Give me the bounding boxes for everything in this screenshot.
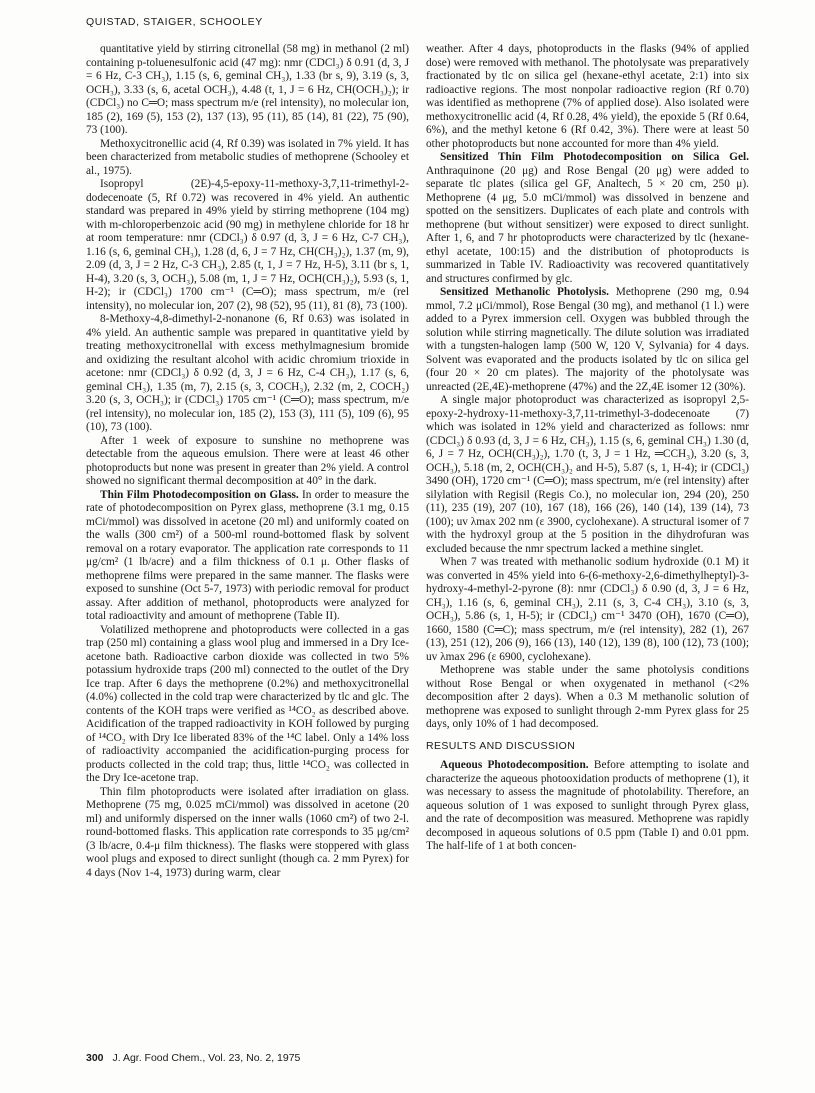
- paragraph-text: weather. After 4 days, photoproducts in the flasks (94% of applied dose) were removed with methanol. The photolysate was preparatively fractionated by tlc on silica gel (hexane-ethyl acetate, 2:1) into six radioactive regions. The most nonpolar radioactive region (Rf 0.70) was identified as methoprene (7% of applied dose). Also isolated were methoxycitronellic acid (4, Rf 0.28, 4% yield), the epoxide 5 (Rf 0.64, 6%), and the methyl ketone 6 (Rf 0.42, 3%). There were at least 50 other photoproducts but none accounted for more than 4% yield.: [426, 43, 749, 150]
- paragraph-run-in-heading: Aqueous Photodecomposition.: [440, 759, 589, 771]
- paragraph: [86, 138, 409, 179]
- paragraph-text: Anthraquinone (20 μg) and Rose Bengal (20 μg) were added to separate tlc plates (silica gel GF, Analtech, 5 × 20 cm, 250 μ). Methoprene (4 μg, 5.0 mCi/mmol) was dissolved in benzene and spotted on the sensitizers. Duplicates of each plate and controls with methoprene (but without sensitizer) were exposed to direct sunlight. After 1, 6, and 7 hr photoproducts were characterized by tlc (hexane-ethyl acetate, 100:15) and the distribution of photoproducts is summarized in Table IV. Radioactivity was recovered quantitatively and structures confirmed by glc.: [426, 164, 749, 285]
- paragraph: [426, 43, 749, 151]
- paragraph-text: Methoprene was stable under the same photolysis conditions without Rose Bengal or when oxygenated in methanol (<2% decomposition after 2 days). When a 0.3 M methanolic solution of methoprene was exposed to sunlight through 2-mm Pyrex glass for 25 days, only 10% of 1 had decomposed.: [426, 664, 749, 730]
- page-number: 300: [86, 1052, 104, 1064]
- paragraph-run-in-heading: Thin Film Photodecomposition on Glass.: [100, 488, 299, 501]
- paragraph: [426, 394, 749, 556]
- paragraph-text: A single major photoproduct was characterized as isopropyl 2,5-epoxy-2-hydroxy-11-methoxy-3,7,11-trimethyl-3-dodecenoate (7) which was isolated in 12% yield and characterized as follows: nmr (CDCl₃) δ 0.93 (d, 3, J = 6 Hz, CH₃), 1.15 (s, 6, geminal CH₃) 1.30 (d, 6, J = 7 Hz, OCH(CH₃)₂), 1.70 (t, 3, J = 1 Hz, ═CCH₃), 3.20 (s, 3, OCH₃), 5.18 (m, 2, OCH(CH₃)₂ and H-5), 5.87 (s, 1, H-4); ir (CDCl₃) 3490 (OH), 1720 cm⁻¹ (C═O); mass spectrum, m/e (rel intensity) after silylation with Regisil (Regis Co.), no molecular ion, 294 (20), 250 (11), 235 (19), 207 (10), 167 (18), 166 (26), 140 (14), 139 (14), 73 (100); uv λmax 202 nm (ε 3900, cyclohexane). A structural isomer of 7 with the hydroxyl group at the 5 position in the dihydrofuran was excluded because the nmr spectrum lacked a methine singlet.: [426, 394, 749, 555]
- paragraph-text: Volatilized methoprene and photoproducts were collected in a gas trap (250 ml) containing a glass wool plug and immersed in a Dry Ice-acetone bath. Radioactive carbon dioxide was collected in two 5% potassium hydroxide traps (200 ml) connected to the outlet of the Dry Ice trap. After 6 days the methoprene (0.2%) and methoxycitronellal (4.0%) collected in the cold trap were characterized by tlc and glc. The contents of the KOH traps were verified as ¹⁴CO₂ as described above. Acidification of the trapped radioactivity in KOH followed by purging of ¹⁴CO₂ with Dry Ice liberated 83% of the ¹⁴C label. Only a 14% loss of radioactivity accompanied the acidification-purging process for products collected in the cold trap; thus, little ¹⁴CO₂ was collected in the Dry Ice-acetone trap.: [86, 623, 409, 784]
- page-footer: [86, 1052, 300, 1064]
- paragraph: [86, 624, 409, 786]
- paragraph-text: In order to measure the rate of photodecomposition on Pyrex glass, methoprene (3.1 mg, 0.15 mCi/mmol) was dissolved in acetone (20 ml) and uniformly coated on the walls (300 cm²) of a 500-ml round-bottomed flask by solvent removal on a rotary evaporator. The application rate corresponds to 11 μg/cm² (1 lb/acre) and a film thickness of 0.1 μ. Other flasks of methoprene films were prepared in the same manner. The flasks were exposed to sunshine (Oct 5-7, 1973) with periodic removal for product assay. After addition of methanol, photoproducts were analyzed for total radioactivity and amount of methoprene (Table II).: [86, 488, 409, 622]
- paragraph: [86, 489, 409, 624]
- paragraph: [426, 759, 749, 854]
- section-heading: RESULTS AND DISCUSSION: [426, 739, 576, 752]
- paragraph: [426, 664, 749, 732]
- paragraph-text: Thin film photoproducts were isolated after irradiation on glass. Methoprene (75 mg, 0.025 mCi/mmol) was dissolved in acetone (20 ml) and uniformly dispersed on the inner walls (1060 cm²) of two 2-l. round-bottomed flasks. This application rate corresponds to 35 μg/cm² (3 lb/acre, 0.4-μ film thickness). The flasks were stoppered with glass wool plugs and exposed to direct sunlight (though ca. 2 mm Pyrex) for 4 days (Nov 1-4, 1973) during warm, clear: [86, 785, 409, 879]
- paragraph-text: Before attempting to isolate and characterize the aqueous photooxidation products of methoprene (1), it was necessary to assess the magnitude of photolability. Therefore, an aqueous solution of 1 was exposed to sunlight through Pyrex glass, and the rate of decomposition was measured. Methoprene was rapidly decomposed in aqueous solutions of 0.5 ppm (Table I) and 0.01 ppm. The half-life of 1 at both concen-: [426, 759, 750, 852]
- left-column: [86, 43, 409, 880]
- paragraph-text: Methoprene (290 mg, 0.94 mmol, 7.2 μCi/mmol), Rose Bengal (30 mg), and methanol (1 l.) were added to a Pyrex immersion cell. Oxygen was bubbled through the solution while stirring magnetically. The dilute solution was irradiated with a tungsten-halogen lamp (500 W, 120 V, Sylvania) for 4 days. Solvent was evaporated and the products isolated by tlc on silica gel (four 20 × 20 cm plates). The majority of the photolysate was unreacted (2E,4E)-methoprene (47%) and the 2Z,4E isomer 12 (30%).: [426, 286, 749, 393]
- paragraph: [86, 786, 409, 881]
- paragraph: [86, 178, 409, 313]
- paragraph: [86, 313, 409, 435]
- paragraph-run-in-heading: Sensitized Thin Film Photodecomposition on Silica Gel.: [440, 151, 749, 163]
- paragraph-text: Methoxycitronellic acid (4, Rf 0.39) was isolated in 7% yield. It has been characterized from metabolic studies of methoprene (Schooley et al., 1975).: [86, 137, 409, 177]
- paragraph-text: quantitative yield by stirring citronellal (58 mg) in methanol (2 ml) containing p-toluenesulfonic acid (47 mg): nmr (CDCl₃) δ 0.91 (d, 3, J = 6 Hz, C-3 CH₃), 1.15 (s, 6, geminal CH₃), 1.33 (br s, 9), 3.19 (s, 3, OCH₃), 3.33 (s, 6, acetal OCH₃), 4.48 (t, 1, J = 6 Hz, CH(OCH₃)₂); ir (CDCl₃) no C═O; mass spectrum m/e (rel intensity), no molecular ion, 185 (2), 169 (5), 153 (2), 137 (13), 95 (11), 85 (14), 81 (22), 75 (90), 73 (100).: [86, 43, 409, 136]
- paragraph-text: 8-Methoxy-4,8-dimethyl-2-nonanone (6, Rf 0.63) was isolated in 4% yield. An authentic sample was prepared in quantitative yield by treating methoxycitronellal with excess methylmagnesium bromide and oxidizing the resultant alcohol with acidic chromium trioxide in acetone: nmr (CDCl₃) δ 0.92 (d, 3, J = 6 Hz, C-4 CH₃), 1.17 (s, 6, geminal CH₃), 1.35 (m, 7), 2.15 (s, 3, COCH₃), 2.32 (m, 2, COCH₂) 3.20 (s, 3, OCH₃); ir (CDCl₃) 1705 cm⁻¹ (C═O); mass spectrum, m/e (rel intensity), no molecular ion, 185 (2), 153 (3), 111 (5), 109 (6), 95 (10), 73 (100).: [86, 313, 409, 433]
- paragraph: [426, 151, 749, 286]
- paragraph: [426, 286, 749, 394]
- paragraph: [86, 435, 409, 489]
- journal-citation: J. Agr. Food Chem., Vol. 23, No. 2, 1975: [112, 1052, 301, 1064]
- paragraph: [86, 43, 409, 138]
- paragraph-run-in-heading: Sensitized Methanolic Photolysis.: [440, 286, 609, 298]
- running-header: QUISTAD, STAIGER, SCHOOLEY: [86, 16, 263, 28]
- paragraph-text: When 7 was treated with methanolic sodium hydroxide (0.1 M) it was converted in 45% yield into 6-(6-methoxy-2,6-dimethylheptyl)-3-hydroxy-4-methyl-2-pyrone (8): nmr (CDCl₃) δ 0.90 (d, 3, J = 6 Hz, CH₃), 1.16 (s, 6, geminal CH₃), 2.11 (s, 3, C-4 CH₃), 3.10 (s, 3, OCH₃), 5.86 (s, 1, H-5); ir (CDCl₃) cm⁻¹ 3470 (OH), 1670 (C═O), 1660, 1580 (C═C); mass spectrum, m/e (rel intensity), 282 (1), 267 (13), 251 (12), 206 (9), 166 (13), 140 (12), 139 (8), 100 (12), 73 (100); uv λmax 296 (ε 6900, cyclohexane).: [426, 556, 749, 663]
- paragraph: [426, 556, 749, 664]
- paragraph-text: Isopropyl (2E)-4,5-epoxy-11-methoxy-3,7,11-trimethyl-2-dodecenoate (5, Rf 0.72) was recovered in 4% yield. An authentic standard was prepared in 49% yield by stirring methoprene (104 mg) with m-chloroperbenzoic acid (90 mg) in methylene chloride for 18 hr at room temperature: nmr (CDCl₃) δ 0.97 (d, 3, J = 6 Hz, C-7 CH₃), 1.16 (s, 6, geminal CH₃), 1.28 (d, 6, J = 7 Hz, CH(CH₃)₂), 1.37 (m, 9), 2.09 (d, 3, J = 2 Hz, C-3 CH₃), 2.85 (t, 1, J = 7 Hz, H-5), 3.11 (br s, 1, H-4), 3.20 (s, 3, OCH₃), 5.08 (m, 1, J = 7 Hz, OCH(CH₃)₂), 5.93 (s, 1, H-2); ir (CDCl₃) 1700 cm⁻¹ (C═O); mass spectrum, m/e (rel intensity), no molecular ion, 207 (2), 98 (52), 95 (11), 81 (8), 73 (100).: [86, 178, 409, 312]
- paragraph-text: After 1 week of exposure to sunshine no methoprene was detectable from the aqueous emulsion. There were at least 46 other photoproducts but none was present in greater than 2% yield. A control showed no significant thermal decomposition at 40° in the dark.: [86, 434, 409, 487]
- right-column: [426, 43, 749, 854]
